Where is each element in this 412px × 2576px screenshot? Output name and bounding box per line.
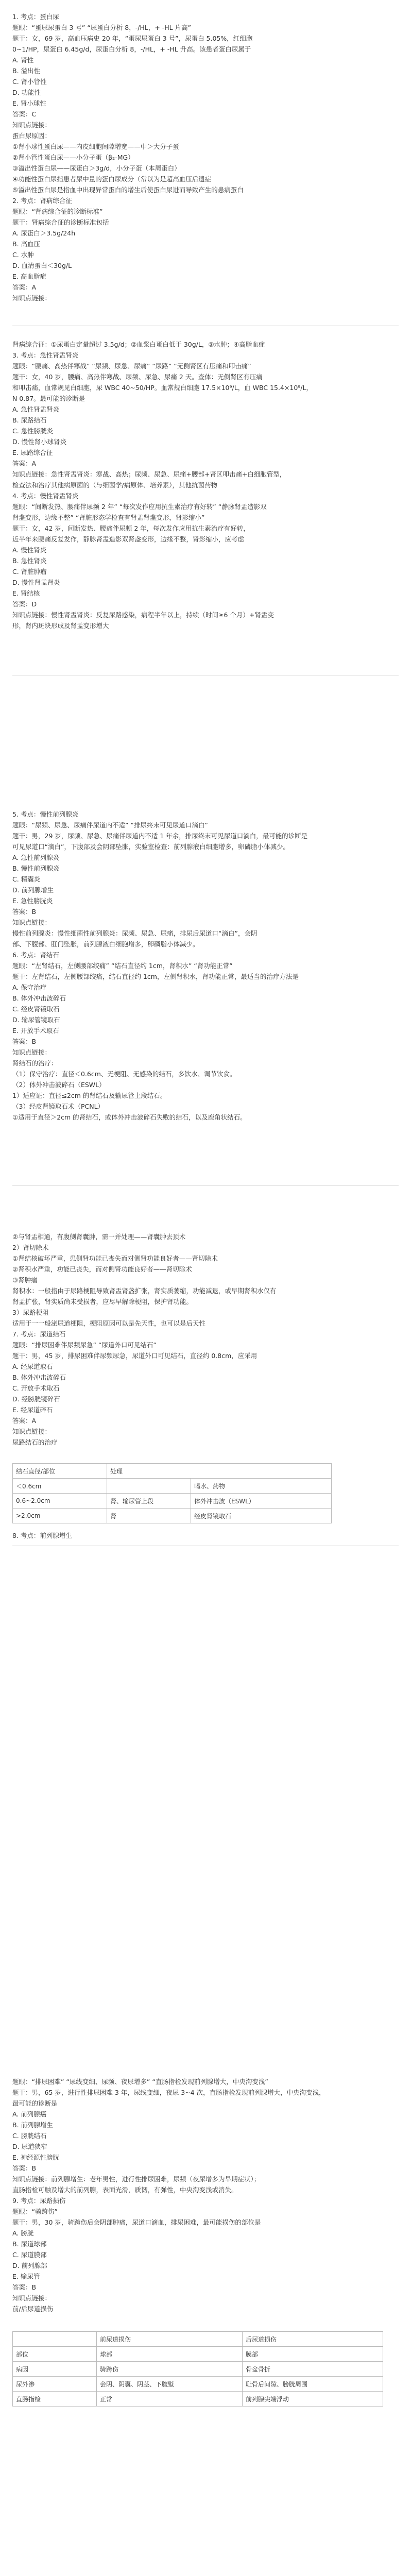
text-line: 1. 考点：蛋白尿 — [12, 13, 59, 21]
text-line: 题干：女，42 岁，间断发热、腰痛伴尿频 2 年，每次发作应用抗生素治疗有好转， — [12, 524, 250, 532]
text-line: 和叩击痛，血常规见白细胞，尿 WBC 40~50/HP。血常规白细胞 17.5×10⁹/L，血 WBC 15.4×10⁹/L， — [12, 384, 313, 392]
text-line: N 0.87。最可能的诊断是 — [12, 395, 85, 402]
text-line: D. 前列腺增生 — [12, 886, 54, 894]
text-line: D. 尿道狭窄 — [12, 2143, 47, 2150]
table-cell: 尿外渗 — [13, 2377, 97, 2392]
text-line: B. 体外冲击波碎石 — [12, 994, 66, 1002]
text-line: 3）尿路梗阻 — [12, 1309, 49, 1316]
text-line: 2. 考点：肾病综合征 — [12, 197, 72, 205]
table-cell: 肾 — [107, 1509, 191, 1523]
text-line: 题干：男，30 岁，骑跨伤后会阴部肿痛，尿道口滴血，排尿困难，最可能损伤的部位是 — [12, 2218, 261, 2226]
page-4 — [0, 1231, 412, 1448]
text-line: 尿路结石的治疗 — [12, 1438, 58, 1446]
text-line: 肾积水：一般指由于尿路梗阻导致肾盂肾盏扩张，肾实质萎缩，功能减退，或早期肾积水仅有 — [12, 1287, 277, 1295]
table-cell: 结石直径/部位 — [13, 1464, 107, 1479]
text-line: C. 水肿 — [12, 251, 34, 259]
text-line: 知识点链接：前列腺增生：老年男性，进行性排尿困难，尿频（夜尿增多为早期症状）； — [12, 2175, 261, 2183]
text-line: 肾结石的治疗： — [12, 1059, 58, 1067]
text-line: E. 经尿道碎石 — [12, 1406, 53, 1414]
table-cell: 处理 — [107, 1464, 332, 1479]
text-line: （3）经皮肾镜取石术（PCNL） — [12, 1103, 105, 1110]
table-cell — [107, 1479, 191, 1494]
text-line: （2）体外冲击波碎石（ESWL） — [12, 1081, 106, 1089]
page-2 — [0, 339, 412, 631]
text-line: 近半年来腰痛反复发作，静脉肾盂造影双肾盏变形，边缘不整，肾影缩小，应考虑 — [12, 535, 245, 543]
text-line: A. 保守治疗 — [12, 984, 47, 991]
text-line: 题眼：“排尿困难伴尿频尿急” “尿道外口可见结石” — [12, 1341, 157, 1349]
text-line: 部、下腹部、肛门坠胀，前列腺液白细胞增多，卵磷脂小体减少。 — [12, 940, 199, 948]
stone-table-wrap — [0, 1463, 412, 1523]
text-line: 2）肾切除术 — [12, 1244, 49, 1251]
table-cell: 肾、输尿管上段 — [107, 1494, 191, 1509]
text-line: B. 尿道球部 — [12, 2240, 47, 2248]
table-cell: >2.0cm — [13, 1509, 107, 1523]
text-line: 蛋白尿原因： — [12, 132, 52, 140]
text-line: 3. 考点：急性肾盂肾炎 — [12, 351, 79, 359]
text-line: 知识点链接： — [12, 1428, 52, 1435]
page-4-tail — [0, 1530, 412, 1541]
table-cell: 骨盆骨折 — [243, 2362, 383, 2377]
text-line: D. 慢性肾小球肾炎 — [12, 438, 67, 446]
text-line: 9. 考点：尿路损伤 — [12, 2197, 66, 2205]
text-line: B. 慢性前列腺炎 — [12, 865, 60, 872]
text-line: E. 开放手术取石 — [12, 1027, 59, 1035]
text-line: B. 高血压 — [12, 240, 41, 248]
text-line: 题眼：“蛋尿尿蛋白 3 号” “尿蛋白分析 8，-/HL，+ -HL 片高” — [12, 24, 192, 31]
page-5 — [0, 2076, 412, 2314]
stone-treatment-table — [12, 1463, 332, 1523]
text-line: 题干：肾病综合征的诊断标准包括 — [12, 218, 109, 226]
table-cell: 正常 — [97, 2392, 243, 2406]
text-line: A. 前列腺癌 — [12, 2110, 47, 2118]
text-line: B. 前列腺增生 — [12, 2121, 54, 2129]
text-line: D. 血清蛋白＜30g/L — [12, 262, 72, 269]
text-line: 题干：男，65 岁，进行性排尿困难 3 年，尿线变细，夜尿 3~4 次，直肠指检发现前列腺增大，中央沟变浅， — [12, 2089, 325, 2096]
table-row — [13, 2332, 383, 2347]
text-line: 知识点链接：慢性肾盂肾炎：反复尿路感染，病程半年以上，持续（时间≥6 个月）+肾盂变 — [12, 611, 274, 619]
table-row — [13, 2347, 383, 2362]
text-line: A. 经尿道取石 — [12, 1363, 53, 1370]
text-line: A. 急性肾盂肾炎 — [12, 405, 60, 413]
text-line: 答案：B — [12, 2164, 37, 2172]
urethra-injury-table — [12, 2331, 383, 2406]
text-line: B. 溢出性 — [12, 67, 41, 75]
table-cell: 球部 — [97, 2347, 243, 2362]
text-line: ①肾小球性蛋白尿——内皮细胞间隙增宽——中＞大分子蛋 — [12, 143, 179, 150]
text-line: E. 肾小球性 — [12, 99, 46, 107]
text-line: ⑤溢出性蛋白尿是指血中出现异常蛋白的增生后使蛋白尿进而导致产生的患病蛋白 — [12, 186, 244, 194]
table-cell: 病因 — [13, 2362, 97, 2377]
text-line: 题眼：“排尿困难” “尿线变细、尿频、夜尿增多” “直肠指检发现前列腺增大，中央沟变浅” — [12, 2078, 268, 2086]
text-line: A. 慢性肾炎 — [12, 546, 47, 554]
text-line: 肾盂扩张，肾实质尚未受损者，应尽早解除梗阻，保护肾功能。 — [12, 1298, 193, 1306]
text-line: ③溢出性蛋白尿——尿蛋白＞3g/d，小分子蛋（本周蛋白） — [12, 164, 181, 172]
text-line: 8. 考点：前列腺增生 — [12, 1532, 72, 1539]
text-line: 1）适应证：直径≤2cm 的肾结石及输尿管上段结石。 — [12, 1092, 167, 1099]
text-line: 答案：D — [12, 600, 37, 608]
text-line: E. 输尿管 — [12, 2273, 40, 2280]
text-line: ①肾结核破坏严重，患侧肾功能已丧失而对侧肾功能良好者——肾切除术 — [12, 1255, 218, 1262]
table-row — [13, 1464, 332, 1479]
text-line: 5. 考点：慢性前列腺炎 — [12, 810, 79, 818]
table-row — [13, 2362, 383, 2377]
table-cell: 膜部 — [243, 2347, 383, 2362]
text-line: D. 慢性肾盂肾炎 — [12, 579, 60, 586]
text-line: C. 肾小管性 — [12, 78, 47, 86]
text-line: C. 尿道膜部 — [12, 2251, 47, 2259]
table-cell: 体外冲击波（ESWL） — [191, 1494, 332, 1509]
text-line: ②与肾盂相通，有腹侧肾囊肿，需一并处理——肾囊肿去顶术 — [12, 1233, 186, 1241]
text-line: 题干：男，45 岁，排尿困难伴尿频尿急，尿道外口可见结石，直径约 0.8cm，应采用 — [12, 1352, 258, 1360]
text-line: 答案：A — [12, 1417, 37, 1425]
text-line: A. 尿蛋白＞3.5g/24h — [12, 229, 76, 237]
text-line: A. 肾性 — [12, 56, 34, 64]
text-line: B. 急性肾炎 — [12, 557, 47, 565]
table-cell: 直肠指检 — [13, 2392, 97, 2406]
table-cell: 喝水、药物 — [191, 1479, 332, 1494]
text-line: E. 高血脂症 — [12, 273, 46, 280]
table-cell — [13, 2332, 97, 2347]
text-line: 答案：A — [12, 460, 37, 467]
text-line: 题眼：“间断发热、腰痛伴尿频 2 年” “每次发作应用抗生素治疗有好转” “静脉肾盂造影双 — [12, 503, 267, 511]
table-cell: 会阴、阴囊、阴茎、下腹壁 — [97, 2377, 243, 2392]
table-row — [13, 1479, 332, 1494]
text-line: 知识点链接： — [12, 1048, 52, 1056]
text-line: 肾病综合征：①尿蛋白定量超过 3.5g/d；②血浆白蛋白低于 30g/L，③水肿；④高脂血症 — [12, 341, 265, 348]
text-line: B. 尿路结石 — [12, 416, 47, 424]
text-line: C. 开放手术取石 — [12, 1384, 60, 1392]
text-line: 知识点链接： — [12, 294, 52, 302]
text-line: 6. 考点：肾结石 — [12, 951, 59, 959]
text-line: 题眼：“尿频、尿急、尿痛伴尿道内不适” “排尿终末可见尿道口滴白” — [12, 821, 208, 829]
text-line: 题眼：“骑跨伤” — [12, 2208, 58, 2215]
table-cell: 经皮肾镜取石 — [191, 1509, 332, 1523]
text-line: 知识点链接：急性肾盂肾炎：寒战、高热；尿频、尿急、尿痛+腰部+肾区叩击痛+白细胞管型， — [12, 470, 286, 478]
text-line: 7. 考点：尿道结石 — [12, 1330, 66, 1338]
text-line: 直肠指检可触及增大的前列腺，表面光滑，质韧，有弹性，中央沟变浅或消失。 — [12, 2186, 238, 2194]
text-line: 知识点链接： — [12, 2294, 52, 2302]
text-line: 形，肾内斑块形成及肾盂变形增大 — [12, 622, 109, 630]
text-line: 可见尿道口“滴白”，下腹部及会阴部坠胀，实验室检查：前列腺液白细胞增多，卵磷脂小体减少。 — [12, 843, 289, 851]
text-line: E. 尿路综合征 — [12, 449, 53, 456]
text-line: ③肾肿瘤 — [12, 1276, 38, 1284]
text-line: 答案：C — [12, 110, 37, 118]
text-line: ①适用于直径＞2cm 的肾结石，或体外冲击波碎石失败的结石，以及鹿角状结石。 — [12, 1113, 247, 1121]
text-line: 肾盏变形，边缘不整” “肾脏形态学检查有肾盂肾盏变形，肾影缩小” — [12, 514, 205, 521]
text-line: 适用于一一般泌尿道梗阻，梗阻原因可以是先天性，也可以是后天性 — [12, 1319, 206, 1327]
table-cell: 前尿道损伤 — [97, 2332, 243, 2347]
text-line: ②肾小管性蛋白尿——小分子蛋（β₂-MG） — [12, 154, 134, 161]
table-row — [13, 2377, 383, 2392]
text-line: D. 输尿管镜取石 — [12, 1016, 60, 1024]
text-line: B. 体外冲击波碎石 — [12, 1374, 66, 1381]
text-line: C. 膀胱结石 — [12, 2132, 47, 2140]
text-line: ②肾积水严重，功能已丧失，而对侧肾功能良好者——肾切除术 — [12, 1265, 192, 1273]
text-line: D. 功能性 — [12, 89, 41, 96]
text-line: A. 急性前列腺炎 — [12, 854, 60, 861]
text-line: D. 经膀胱镜碎石 — [12, 1395, 60, 1403]
text-line: 检查法和治疗其他病原菌的（与细菌学/病原体、培养素），其他抗菌药物 — [12, 481, 217, 489]
table-row — [13, 2392, 383, 2406]
table-cell: ＜0.6cm — [13, 1479, 107, 1494]
table-cell: 前列腺尖端浮动 — [243, 2392, 383, 2406]
text-line: 知识点链接： — [12, 919, 52, 926]
text-line: 答案：B — [12, 1038, 37, 1045]
text-line: 0~1/HP，尿蛋白 6.45g/d，尿蛋白分析 8，-/HL，+ -HL 升高。该患者蛋白尿属于 — [12, 45, 251, 53]
page-3 — [0, 809, 412, 1123]
text-line: A. 膀胱 — [12, 2229, 34, 2237]
text-line: 题干：女，69 岁，高血压病史 20 年，“蛋尿尿蛋白 3 号”，尿蛋白 5.05%，红细胞 — [12, 35, 253, 42]
text-line: 慢性前列腺炎：慢性细菌性前列腺炎：尿频、尿急、尿痛，排尿后尿道口“滴白”，会阴 — [12, 929, 258, 937]
text-line: 答案：B — [12, 2283, 37, 2291]
text-line: C. 经皮肾镜取石 — [12, 1005, 60, 1013]
text-line: E. 神经源性膀胱 — [12, 2154, 59, 2161]
text-line: 题眼：“肾病综合征的诊断标准” — [12, 208, 103, 215]
text-line: 最可能的诊断是 — [12, 2099, 58, 2107]
text-line: C. 肾脏肿瘤 — [12, 568, 47, 575]
text-line: 题干：左肾结石，左侧腰部绞痛，结石直径约 1cm，左侧肾积水，肾功能正常，最适当的治疗方法是 — [12, 973, 299, 980]
text-line: 题干：女，40 岁，腰痛、高热伴寒战、尿频、尿急、尿痛 2 天。查体：无侧肾区有压痛 — [12, 373, 263, 381]
table-row — [13, 1494, 332, 1509]
table-cell: 部位 — [13, 2347, 97, 2362]
text-line: E. 急性膀胱炎 — [12, 897, 53, 905]
text-line: 答案：B — [12, 908, 37, 916]
text-line: ④功能性蛋白尿指患者尿中量的蛋白尿成分（常以为是超高血压后遗症 — [12, 175, 212, 183]
text-line: （1）保守治疗：直径＜0.6cm、无梗阻、无感染的结石，多饮水、调节饮食。 — [12, 1070, 236, 1078]
text-line: 题眼：“左肾结石，左侧腰部绞痛” “结石直径约 1cm，肾积水” “肾功能正常” — [12, 962, 233, 970]
table-row — [13, 1509, 332, 1523]
table-cell: 0.6~2.0cm — [13, 1494, 107, 1509]
urethra-table-wrap — [0, 2331, 412, 2406]
text-line: 知识点链接： — [12, 121, 52, 129]
table-cell: 骑跨伤 — [97, 2362, 243, 2377]
text-line: 前/后尿道损伤 — [12, 2305, 54, 2313]
text-line: 题眼：“腰痛、高热伴寒战” “尿频、尿急、尿痛” “尿路” “无侧肾区有压痛和叩击痛” — [12, 362, 251, 370]
text-line: 题干：男，29 岁，尿频、尿急、尿痛伴尿道内不适 1 年余，排尿终末可见尿道口滴白，最可能的诊断是 — [12, 832, 308, 840]
text-line: 答案：A — [12, 283, 37, 291]
text-line: 4. 考点：慢性肾盂肾炎 — [12, 492, 79, 500]
table-cell: 耻骨后间隙、膀胱周围 — [243, 2377, 383, 2392]
table-cell: 后尿道损伤 — [243, 2332, 383, 2347]
page-1 — [0, 11, 412, 303]
text-line: C. 急性膀胱炎 — [12, 427, 54, 435]
text-line: D. 前列腺部 — [12, 2262, 47, 2269]
text-line: E. 肾结核 — [12, 589, 40, 597]
text-line: C. 精囊炎 — [12, 875, 41, 883]
